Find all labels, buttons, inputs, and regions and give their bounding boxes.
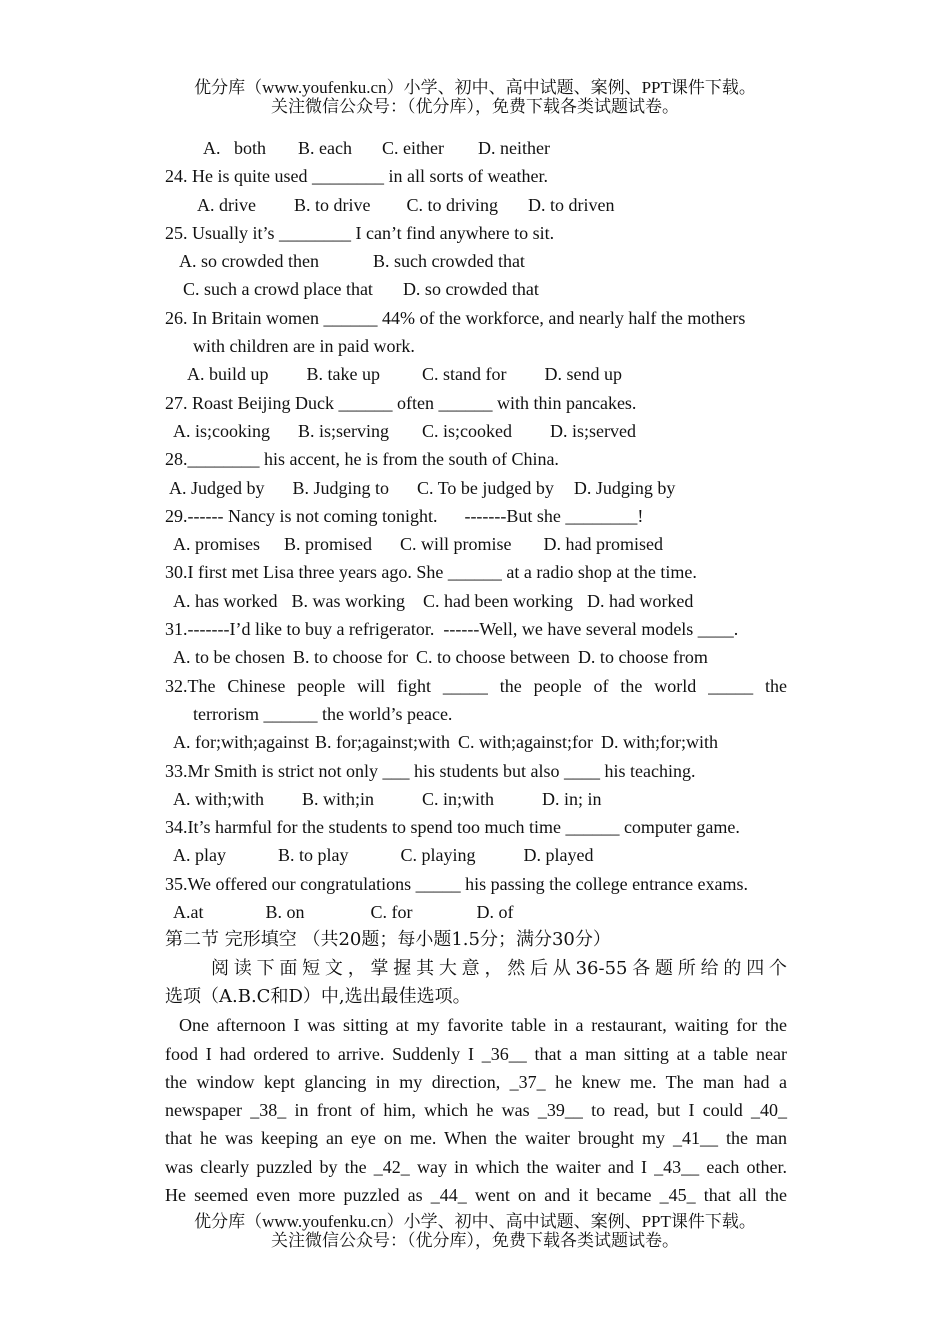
passage-line: was clearly puzzled by the _42_ way in which the waiter and I _43__ each other. xyxy=(165,1156,787,1177)
section-instructions-2: 选项（A.B.C和D）中,选出最佳选项。 xyxy=(165,985,471,1007)
question-options: A. for;with;against B. for;against;with C. with;against;for D. with;for;with xyxy=(173,732,718,753)
option-c: C. either xyxy=(381,138,444,158)
question-stem: 31.-------I’d like to buy a refrigerator. ------Well, we have several models ____. xyxy=(165,619,739,640)
page-header xyxy=(0,78,950,116)
passage-line: that he was keeping an eye on me. When the waiter brought my _41__ the man xyxy=(165,1128,787,1149)
question-options: A.at B. on C. for D. of xyxy=(173,902,514,923)
passage-line: He seemed even more puzzled as _44_ went on and it became _45_ that all the xyxy=(165,1184,787,1205)
option-d: D. neither xyxy=(477,138,550,158)
question-options: A. promises B. promised C. will promise D. had promised xyxy=(173,534,663,555)
q23-options xyxy=(165,134,787,162)
question-stem: 28.________ his accent, he is from the south of China. xyxy=(165,449,559,470)
page-footer xyxy=(0,1212,950,1250)
question-stem-cont: terrorism ______ the world’s peace. xyxy=(193,703,453,724)
section-instructions-1: 阅读下面短文，掌握其大意，然后从36-55各题所给的四个 xyxy=(211,957,787,979)
question-options: A. is;cooking B. is;serving C. is;cooked D. is;served xyxy=(173,420,636,441)
question-stem: 27. Roast Beijing Duck ______ often ______ with thin pancakes. xyxy=(165,392,637,413)
question-options: A. with;with B. with;in C. in;with D. in; in xyxy=(173,788,602,809)
passage-line: food I had ordered to arrive. Suddenly I _36__ that a man sitting at a table near xyxy=(165,1043,787,1064)
question-options: A. Judged by B. Judging to C. To be judged by D. Judging by xyxy=(169,477,676,498)
question-stem: 29.------ Nancy is not coming tonight. -------But she ________! xyxy=(165,505,644,526)
option-a: A. both xyxy=(203,138,266,158)
question-options: A. so crowded then B. such crowded that xyxy=(179,251,525,272)
question-options: A. to be chosen B. to choose for C. to choose between D. to choose from xyxy=(173,647,708,668)
question-options: A. drive B. to drive C. to driving D. to driven xyxy=(197,194,615,215)
question-stem: 24. He is quite used ________ in all sorts of weather. xyxy=(165,166,548,187)
exam-content xyxy=(165,134,787,1209)
question-options: C. such a crowd place that D. so crowded that xyxy=(183,279,539,300)
passage-line: the window kept glancing in my direction, _37_ he knew me. The man had a xyxy=(165,1071,787,1092)
question-stem: 25. Usually it’s ________ I can’t find anywhere to sit. xyxy=(165,222,555,243)
question-stem: 34.It’s harmful for the students to spend too much time ______ computer game. xyxy=(165,817,740,838)
cloze-passage xyxy=(165,1011,787,1209)
question-options: A. build up B. take up C. stand for D. send up xyxy=(187,364,623,385)
question-options: A. play B. to play C. playing D. played xyxy=(173,845,594,866)
section-title: 第二节 完形填空 （共20题；每小题1.5分；满分30分） xyxy=(165,929,611,951)
question-stem: 35.We offered our congratulations _____ his passing the college entrance exams. xyxy=(165,873,749,894)
passage-line: newspaper _38_ in front of him, which he was _39__ to read, but I could _40_ xyxy=(165,1100,787,1121)
passage-line: One afternoon I was sitting at my favorite table in a restaurant, waiting for the xyxy=(179,1015,787,1036)
question-stem: 26. In Britain women ______ 44% of the workforce, and nearly half the mothers xyxy=(165,307,746,328)
header-line-1: 优分库（www.youfenku.cn）小学、初中、高中试题、案例、PPT课件下载。 xyxy=(194,78,756,97)
question-stem-cont: with children are in paid work. xyxy=(193,336,415,357)
question-stem: 32.The Chinese people will fight _____ the people of the world _____ the xyxy=(165,675,787,696)
question-options: A. has worked B. was working C. had been working D. had worked xyxy=(173,590,694,611)
header-line-2: 关注微信公众号：（优分库），免费下载各类试题试卷。 xyxy=(271,97,679,116)
footer-line-1: 优分库（www.youfenku.cn）小学、初中、高中试题、案例、PPT课件下载。 xyxy=(194,1212,756,1231)
question-stem: 33.Mr Smith is strict not only ___ his students but also ____ his teaching. xyxy=(165,760,696,781)
question-stem: 30.I first met Lisa three years ago. She ______ at a radio shop at the time. xyxy=(165,562,697,583)
footer-line-2: 关注微信公众号：（优分库），免费下载各类试题试卷。 xyxy=(271,1231,679,1250)
option-b: B. each xyxy=(298,138,352,158)
